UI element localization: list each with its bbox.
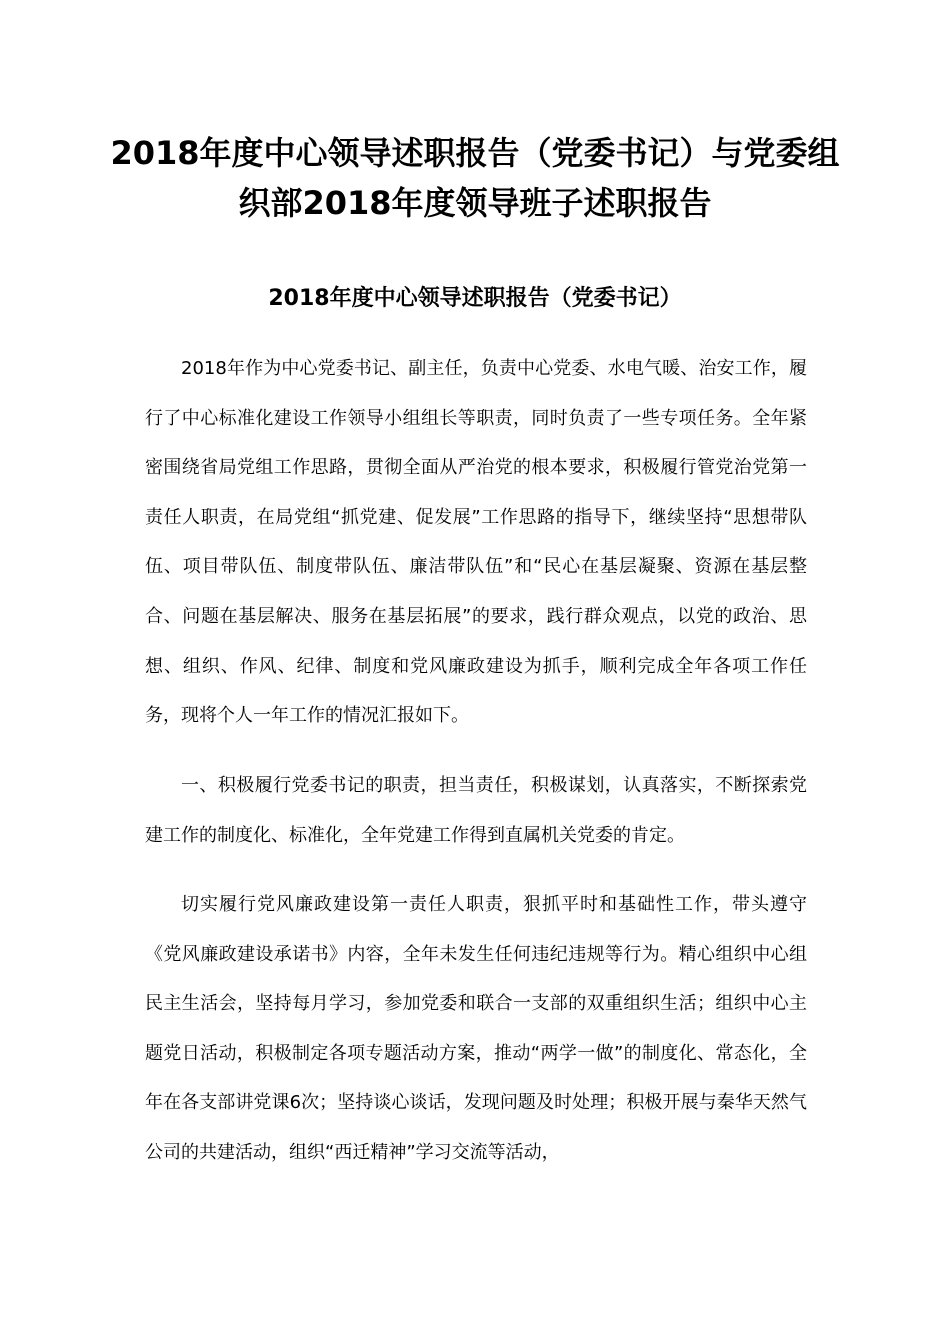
body-paragraph-section-one: 一、积极履行党委书记的职责，担当责任，积极谋划，认真落实，不断探索党建工作的制度化、标准化，全年党建工作得到直属机关党委的肯定。 <box>145 775 807 846</box>
section-title: 2018年度中心领导述职报告（党委书记） <box>268 286 682 311</box>
document-main-title: 2018年度中心领导述职报告（党委书记）与党委组织部2018年度领导班子述职报告 <box>110 134 840 222</box>
body-paragraph-intro: 2018年作为中心党委书记、副主任，负责中心党委、水电气暖、治安工作，履行了中心标准化建设工作领导小组组长等职责，同时负责了一些专项任务。全年紧密围绕省局党组工作思路，贯彻全面从严治党的根本要求，积极履行管党治党第一责任人职责，在局党组“抓党建、促发展”工作思路的指导下，继续坚持“思想带队伍、项目带队伍、制度带队伍、廉洁带队伍”和“民心在基层凝聚、资源在基层整合、问题在基层解决、服务在基层拓展”的要求，践行群众观点，以党的政治、思想、组织、作风、纪律、制度和党风廉政建设为抓手，顺利完成全年各项工作任务，现将个人一年工作的情况汇报如下。 <box>145 358 807 727</box>
body-paragraph-party-conduct: 切实履行党风廉政建设第一责任人职责，狠抓平时和基础性工作，带头遵守《党风廉政建设承诺书》内容，全年未发生任何违纪违规等行为。精心组织中心组民主生活会，坚持每月学习，参加党委和联合一支部的双重组织生活；组织中心主题党日活动，积极制定各项专题活动方案，推动“两学一做”的制度化、常态化，全年在各支部讲党课6次；坚持谈心谈话，发现问题及时处理；积极开展与秦华天然气公司的共建活动，组织“西迁精神”学习交流等活动， <box>145 894 807 1163</box>
